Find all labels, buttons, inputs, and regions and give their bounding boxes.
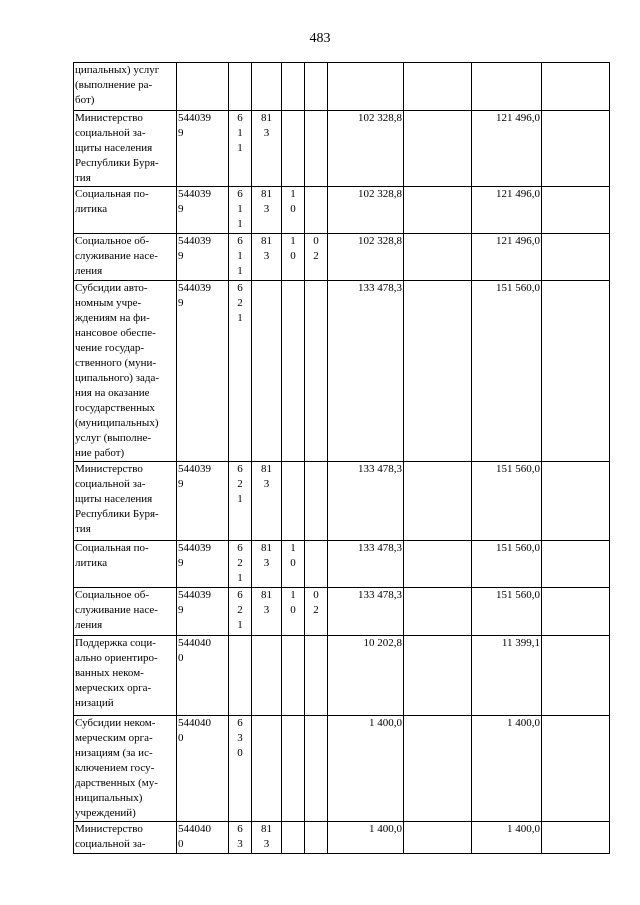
- amount-cell-1: [328, 63, 404, 111]
- target-code-cell: [177, 63, 229, 111]
- program-name-cell: Министерство социальной за- щиты населения Республики Буря- тия: [74, 111, 177, 187]
- subsection-cell: [305, 636, 328, 716]
- program-name-cell: Социальное об- служивание насе- ления: [74, 588, 177, 636]
- expense-type-cell: 6 1 1: [229, 187, 252, 234]
- table-row: [74, 541, 610, 588]
- empty-cell: [542, 716, 610, 822]
- expense-type-cell: [229, 636, 252, 716]
- amount-cell-2: 151 560,0: [472, 281, 542, 462]
- amount-cell-1: 133 478,3: [328, 281, 404, 462]
- section-cell: [282, 281, 305, 462]
- expense-type-cell: 6 3: [229, 822, 252, 854]
- table-row: [74, 636, 610, 716]
- program-name-cell: ципальных) услуг (выполнение ра- бот): [74, 63, 177, 111]
- section-cell: [282, 462, 305, 541]
- table-row: [74, 588, 610, 636]
- section-cell: [282, 716, 305, 822]
- table-row: [74, 716, 610, 822]
- amount-cell-1: 102 328,8: [328, 234, 404, 281]
- empty-cell: [404, 281, 472, 462]
- target-code-cell: 544039 9: [177, 234, 229, 281]
- empty-cell: [542, 462, 610, 541]
- ministry-code-cell: [252, 636, 282, 716]
- empty-cell: [404, 822, 472, 854]
- expense-type-cell: [229, 63, 252, 111]
- program-name-cell: Министерство социальной за-: [74, 822, 177, 854]
- ministry-code-cell: 81 3: [252, 822, 282, 854]
- ministry-code-cell: [252, 716, 282, 822]
- amount-cell-1: 133 478,3: [328, 462, 404, 541]
- subsection-cell: [305, 462, 328, 541]
- subsection-cell: [305, 187, 328, 234]
- target-code-cell: 544040 0: [177, 636, 229, 716]
- subsection-cell: 0 2: [305, 588, 328, 636]
- subsection-cell: 0 2: [305, 234, 328, 281]
- program-name-cell: Социальная по- литика: [74, 541, 177, 588]
- empty-cell: [404, 111, 472, 187]
- subsection-cell: [305, 111, 328, 187]
- table-row: [74, 234, 610, 281]
- section-cell: [282, 111, 305, 187]
- program-name-cell: Министерство социальной за- щиты населения Республики Буря- тия: [74, 462, 177, 541]
- amount-cell-1: 1 400,0: [328, 716, 404, 822]
- program-name-cell: Субсидии неком- мерческим орга- низациям (за ис- ключением госу- дарственных (му- ниципальных) учреждений): [74, 716, 177, 822]
- amount-cell-1: 1 400,0: [328, 822, 404, 854]
- ministry-code-cell: [252, 63, 282, 111]
- section-cell: 1 0: [282, 541, 305, 588]
- amount-cell-2: 121 496,0: [472, 234, 542, 281]
- empty-cell: [542, 281, 610, 462]
- expense-type-cell: 6 1 1: [229, 111, 252, 187]
- ministry-code-cell: 81 3: [252, 541, 282, 588]
- empty-cell: [542, 187, 610, 234]
- amount-cell-1: 102 328,8: [328, 187, 404, 234]
- subsection-cell: [305, 822, 328, 854]
- target-code-cell: 544039 9: [177, 541, 229, 588]
- empty-cell: [404, 716, 472, 822]
- subsection-cell: [305, 716, 328, 822]
- ministry-code-cell: 81 3: [252, 588, 282, 636]
- section-cell: 1 0: [282, 234, 305, 281]
- empty-cell: [542, 234, 610, 281]
- program-name-cell: Субсидии авто- номным учре- ждениям на фи- нансовое обеспе- чение государ- ственного (муни- ципального) зада- ния на оказание государственных (муниципальных) услуг (выполне- ние работ): [74, 281, 177, 462]
- empty-cell: [542, 541, 610, 588]
- ministry-code-cell: 81 3: [252, 187, 282, 234]
- target-code-cell: 544040 0: [177, 822, 229, 854]
- section-cell: [282, 636, 305, 716]
- expense-type-cell: 6 1 1: [229, 234, 252, 281]
- empty-cell: [404, 234, 472, 281]
- expense-type-cell: 6 3 0: [229, 716, 252, 822]
- amount-cell-2: 11 399,1: [472, 636, 542, 716]
- expense-type-cell: 6 2 1: [229, 588, 252, 636]
- empty-cell: [542, 822, 610, 854]
- empty-cell: [404, 588, 472, 636]
- empty-cell: [542, 588, 610, 636]
- amount-cell-2: 1 400,0: [472, 716, 542, 822]
- amount-cell-2: 121 496,0: [472, 187, 542, 234]
- budget-table: [73, 62, 610, 854]
- table-row: [74, 822, 610, 854]
- amount-cell-2: 151 560,0: [472, 462, 542, 541]
- empty-cell: [404, 462, 472, 541]
- target-code-cell: 544039 9: [177, 588, 229, 636]
- ministry-code-cell: 81 3: [252, 234, 282, 281]
- program-name-cell: Социальная по- литика: [74, 187, 177, 234]
- empty-cell: [542, 63, 610, 111]
- target-code-cell: 544040 0: [177, 716, 229, 822]
- amount-cell-2: 121 496,0: [472, 111, 542, 187]
- section-cell: [282, 822, 305, 854]
- amount-cell-1: 10 202,8: [328, 636, 404, 716]
- amount-cell-2: [472, 63, 542, 111]
- empty-cell: [404, 63, 472, 111]
- table-row: [74, 63, 610, 111]
- target-code-cell: 544039 9: [177, 281, 229, 462]
- section-cell: 1 0: [282, 588, 305, 636]
- empty-cell: [404, 187, 472, 234]
- empty-cell: [542, 636, 610, 716]
- section-cell: 1 0: [282, 187, 305, 234]
- amount-cell-2: 151 560,0: [472, 541, 542, 588]
- target-code-cell: 544039 9: [177, 111, 229, 187]
- expense-type-cell: 6 2 1: [229, 281, 252, 462]
- empty-cell: [404, 636, 472, 716]
- program-name-cell: Поддержка соци- ально ориентиро- ванных неком- мерческих орга- низаций: [74, 636, 177, 716]
- amount-cell-2: 1 400,0: [472, 822, 542, 854]
- target-code-cell: 544039 9: [177, 462, 229, 541]
- amount-cell-1: 133 478,3: [328, 541, 404, 588]
- section-cell: [282, 63, 305, 111]
- table-row: [74, 462, 610, 541]
- empty-cell: [542, 111, 610, 187]
- subsection-cell: [305, 281, 328, 462]
- amount-cell-1: 133 478,3: [328, 588, 404, 636]
- page-number: 483: [309, 31, 331, 46]
- target-code-cell: 544039 9: [177, 187, 229, 234]
- subsection-cell: [305, 63, 328, 111]
- table-row: [74, 111, 610, 187]
- expense-type-cell: 6 2 1: [229, 462, 252, 541]
- table-row: [74, 187, 610, 234]
- expense-type-cell: 6 2 1: [229, 541, 252, 588]
- empty-cell: [404, 541, 472, 588]
- ministry-code-cell: 81 3: [252, 462, 282, 541]
- ministry-code-cell: [252, 281, 282, 462]
- table-row: [74, 281, 610, 462]
- amount-cell-2: 151 560,0: [472, 588, 542, 636]
- program-name-cell: Социальное об- служивание насе- ления: [74, 234, 177, 281]
- ministry-code-cell: 81 3: [252, 111, 282, 187]
- amount-cell-1: 102 328,8: [328, 111, 404, 187]
- subsection-cell: [305, 541, 328, 588]
